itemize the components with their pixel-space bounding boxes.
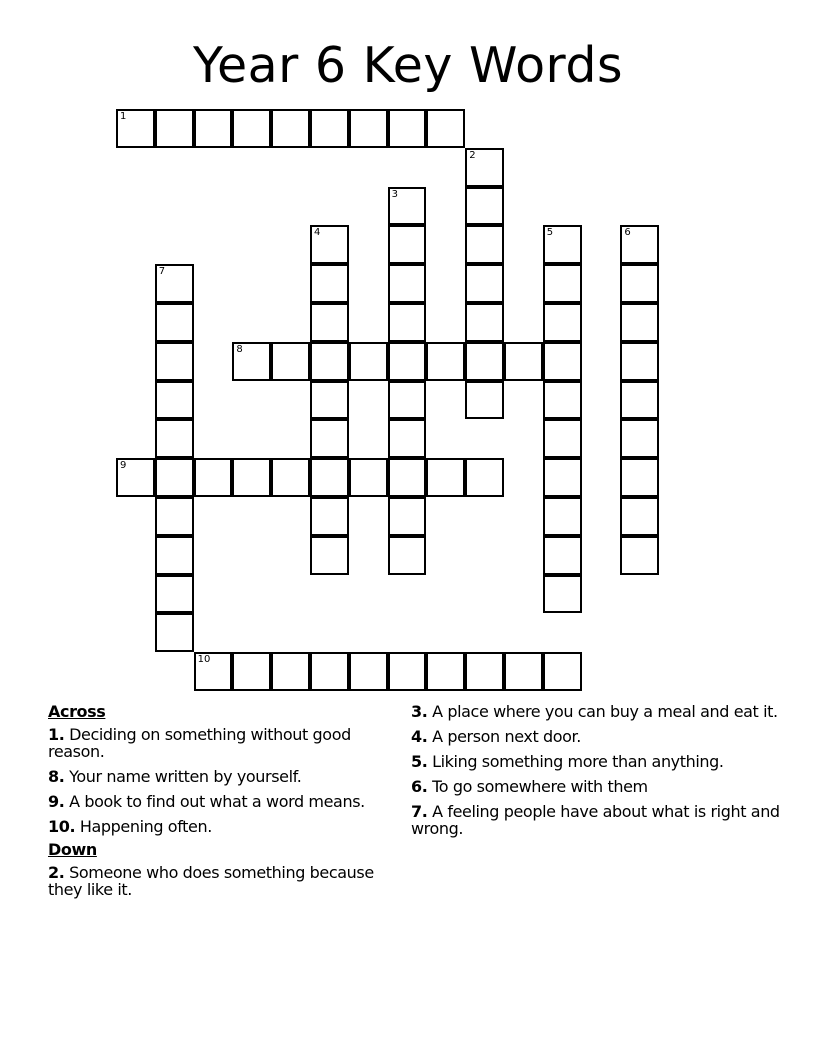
grid-cell[interactable]: [620, 419, 659, 458]
clues-right-column: [411, 703, 781, 845]
puzzle-title: Year 6 Key Words: [193, 37, 623, 94]
grid-cell[interactable]: [543, 458, 582, 497]
grid-cell[interactable]: [155, 458, 194, 497]
clue-number-label: 2: [469, 149, 476, 161]
grid-cell[interactable]: [349, 342, 388, 381]
grid-cell[interactable]: [155, 613, 194, 652]
grid-cell[interactable]: [116, 109, 155, 148]
clue-number-label: 1: [120, 111, 127, 122]
grid-cell[interactable]: [271, 458, 310, 497]
grid-cell[interactable]: [465, 187, 504, 226]
grid-cell[interactable]: [620, 303, 659, 342]
grid-cell[interactable]: [543, 264, 582, 303]
clue-text: A person next door.: [427, 727, 581, 746]
down-heading: Down: [48, 840, 97, 859]
clue-number-label: 10: [197, 654, 211, 666]
clue-across-10: [48, 818, 398, 835]
grid-cell[interactable]: [116, 458, 155, 497]
clues-left-column: [48, 703, 398, 906]
grid-cell[interactable]: [620, 342, 659, 381]
clue-number-label: 4: [314, 227, 321, 239]
grid-cell[interactable]: [543, 303, 582, 342]
clue-number: 3.: [411, 702, 428, 721]
grid-cell[interactable]: [155, 109, 194, 148]
clue-number: 7.: [411, 802, 428, 821]
grid-cell[interactable]: [620, 225, 659, 264]
clue-text: Happening often.: [75, 817, 212, 836]
clue-text: Someone who does something because they like it.: [48, 863, 374, 899]
clue-number-label: 9: [120, 460, 127, 472]
clue-number: 6.: [411, 777, 428, 796]
clue-down-3: [411, 703, 781, 720]
grid-cell[interactable]: [310, 381, 349, 420]
clue-text: A place where you can buy a meal and eat it.: [427, 702, 778, 721]
clue-text: Deciding on something without good reason.: [48, 725, 351, 761]
grid-cell[interactable]: [388, 109, 427, 148]
grid-cell[interactable]: [543, 497, 582, 536]
grid-cell[interactable]: [465, 652, 504, 691]
clue-text: A book to find out what a word means.: [64, 792, 365, 811]
grid-cell[interactable]: [232, 652, 271, 691]
grid-cell[interactable]: [543, 536, 582, 575]
grid-cell[interactable]: [310, 264, 349, 303]
grid-cell[interactable]: [194, 652, 233, 691]
clue-number: 2.: [48, 863, 65, 882]
grid-cell[interactable]: [426, 652, 465, 691]
grid-cell[interactable]: [155, 575, 194, 614]
clue-down-5: [411, 753, 781, 770]
grid-cell[interactable]: [271, 109, 310, 148]
grid-cell[interactable]: [310, 109, 349, 148]
grid-cell[interactable]: [426, 458, 465, 497]
grid-cell[interactable]: [465, 264, 504, 303]
grid-cell[interactable]: [155, 342, 194, 381]
grid-cell[interactable]: [388, 303, 427, 342]
grid-cell[interactable]: [310, 303, 349, 342]
grid-cell[interactable]: [232, 109, 271, 148]
grid-cell[interactable]: [155, 419, 194, 458]
clue-number: 9.: [48, 792, 65, 811]
clue-number: 1.: [48, 725, 65, 744]
grid-cell[interactable]: [232, 342, 271, 381]
grid-cell[interactable]: [388, 536, 427, 575]
grid-cell[interactable]: [271, 342, 310, 381]
grid-cell[interactable]: [620, 381, 659, 420]
grid-cell[interactable]: [194, 109, 233, 148]
grid-cell[interactable]: [620, 536, 659, 575]
grid-cell[interactable]: [426, 109, 465, 148]
clue-text: To go somewhere with them: [427, 777, 648, 796]
grid-cell[interactable]: [310, 536, 349, 575]
grid-cell[interactable]: [155, 497, 194, 536]
grid-cell[interactable]: [388, 419, 427, 458]
clue-number-label: 5: [546, 227, 554, 239]
grid-cell[interactable]: [271, 652, 310, 691]
clue-down-6: [411, 778, 781, 795]
grid-cell[interactable]: [194, 458, 233, 497]
clue-text: A feeling people have about what is right and wrong.: [411, 802, 780, 838]
clue-text: Your name written by yourself.: [64, 767, 302, 786]
grid-cell[interactable]: [388, 381, 427, 420]
grid-cell[interactable]: [349, 109, 388, 148]
grid-cell[interactable]: [543, 652, 582, 691]
grid-cell[interactable]: [465, 458, 504, 497]
clue-text: Liking something more than anything.: [427, 752, 724, 771]
grid-cell[interactable]: [310, 458, 349, 497]
grid-cell[interactable]: [543, 342, 582, 381]
grid-cell[interactable]: [349, 652, 388, 691]
clue-down-7: [411, 803, 781, 837]
clue-number-label: 7: [158, 266, 166, 278]
grid-cell[interactable]: [388, 225, 427, 264]
clue-number: 10.: [48, 817, 76, 836]
grid-cell[interactable]: [465, 148, 504, 187]
clue-down-2: [48, 864, 398, 898]
across-heading: Across: [48, 702, 106, 721]
grid-cell[interactable]: [155, 264, 194, 303]
clue-number-label: 8: [236, 343, 243, 355]
grid-cell[interactable]: [543, 225, 582, 264]
grid-cell[interactable]: [310, 342, 349, 381]
grid-cell[interactable]: [465, 303, 504, 342]
grid-cell[interactable]: [310, 419, 349, 458]
clue-across-1: [48, 726, 398, 760]
grid-cell[interactable]: [465, 381, 504, 420]
grid-cell[interactable]: [504, 342, 543, 381]
clue-across-9: [48, 793, 398, 810]
clue-down-4: [411, 728, 781, 745]
grid-cell[interactable]: [155, 303, 194, 342]
grid-cell[interactable]: [310, 497, 349, 536]
grid-cell[interactable]: [543, 419, 582, 458]
clue-number: 8.: [48, 767, 65, 786]
grid-cell[interactable]: [155, 381, 194, 420]
grid-cell[interactable]: [620, 497, 659, 536]
clue-across-8: [48, 768, 398, 785]
grid-cell[interactable]: [543, 575, 582, 614]
clue-number: 4.: [411, 727, 428, 746]
grid-cell[interactable]: [465, 342, 504, 381]
grid-cell[interactable]: [155, 536, 194, 575]
grid-cell[interactable]: [504, 652, 543, 691]
grid-cell[interactable]: [388, 458, 427, 497]
grid-cell[interactable]: [620, 264, 659, 303]
grid-cell[interactable]: [349, 458, 388, 497]
grid-cell[interactable]: [620, 458, 659, 497]
clue-number: 5.: [411, 752, 428, 771]
grid-cell[interactable]: [310, 225, 349, 264]
clue-number-label: 3: [391, 188, 398, 200]
grid-cell[interactable]: [388, 652, 427, 691]
grid-cell[interactable]: [465, 225, 504, 264]
grid-cell[interactable]: [426, 342, 465, 381]
grid-cell[interactable]: [388, 342, 427, 381]
grid-cell[interactable]: [388, 497, 427, 536]
grid-cell[interactable]: [388, 264, 427, 303]
grid-cell[interactable]: [388, 187, 427, 226]
grid-cell[interactable]: [543, 381, 582, 420]
grid-cell[interactable]: [232, 458, 271, 497]
clue-number-label: 6: [624, 227, 631, 239]
grid-cell[interactable]: [310, 652, 349, 691]
